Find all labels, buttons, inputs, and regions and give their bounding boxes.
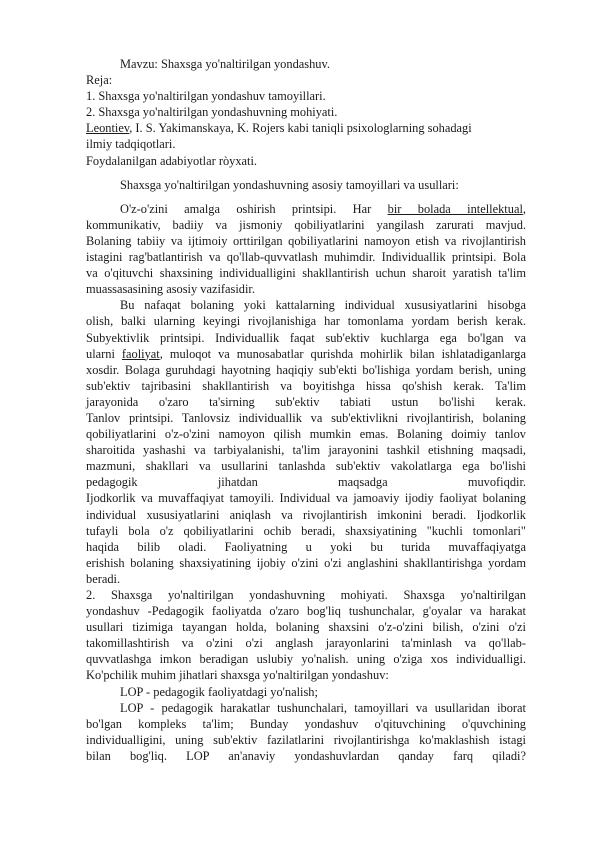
text-line: va o'qituvchi shaxsining individualligini shakllantirish uchun sharoit yaratish ta'lim bbox=[86, 266, 526, 281]
paragraph-essence bbox=[86, 587, 526, 684]
plan-item-2: 2. Shaxsga yo'naltirilgan yondashuvning mohiyati. bbox=[86, 105, 338, 120]
paragraph-individuality bbox=[86, 297, 526, 587]
text-line: individual xususiyatlarini aniqlash va rivojlantirish imkonini beradi. Ijodkorlik bbox=[86, 507, 526, 522]
text-line: kommunikativ, badiiy va jismoniy qobiliyatlarini yangilash zarurati mavjud. bbox=[86, 217, 526, 232]
text-line: takomillashtirish va o'zini o'zi anglash jarayonlarini ta'minlash va qo'llab- bbox=[86, 636, 526, 651]
paragraph-principles bbox=[86, 201, 526, 298]
text-line: jarayonida o'zaro ta'sirning sub'ektiv tabiati ustun bo'lishi kerak. bbox=[86, 394, 526, 409]
plan-item-1: 1. Shaxsga yo'naltirilgan yondashuv tamoyillari. bbox=[86, 89, 326, 104]
text-line: beradi. bbox=[86, 571, 121, 586]
text-line: Bu nafaqat bolaning yoki kattalarning individual xususiyatlarini hisobga bbox=[120, 298, 526, 313]
references-heading: Foydalanilgan adabiyotlar ròyxati. bbox=[86, 153, 258, 168]
text-line: Ko'pchilik muhim jihatlari shaxsga yo'naltirilgan yondashuv: bbox=[86, 668, 389, 683]
faoliyat-link[interactable]: faoliyat bbox=[121, 346, 160, 361]
text-line: individualligini, uning sub'ektiv fazilatlarini rivojlantirishga ko'maklashish istagi bbox=[86, 732, 526, 747]
text-line: LOP - pedagogik harakatlar tushunchalari, tamoyillari va usullaridan iborat bbox=[120, 700, 526, 715]
text-line: yondashuv -Pedagogik faoliyatda o'zaro bog'liq tushunchalar, g'oyalar va harakat bbox=[86, 604, 526, 619]
text-line: xosdir. Bolaga guruhdagi hayotning haqiqiy sub'ekti bo'lishiga yordam berish, uning bbox=[86, 362, 526, 377]
text-line: qobiliyatlarini o'z-o'zini namoyon qilish mumkin emas. Bolaning doimiy tanlov bbox=[86, 427, 526, 442]
text-line: sub'ektiv tajribasini shakllantirish va boyitishga hissa qo'shish kerak. Ta'lim bbox=[86, 378, 526, 393]
intellektual-link[interactable]: bir bolada intellektual bbox=[387, 201, 523, 216]
text-line: O'z-o'zini amalga oshirish printsipi. Har bir bolada intellektual, bbox=[120, 201, 526, 216]
plan-label: Reja: bbox=[86, 73, 113, 88]
text-line: olish, balki ularning keyingi rivojlanishiga har tomonlama yordam berish kerak. bbox=[86, 314, 526, 329]
text-line: Subyektivlik printsipi. Individuallik faqat sub'ektiv kuchlarga ega bo'lgan va bbox=[86, 330, 526, 345]
text-line: sharoitida yashashi va tarbiyalanishi, ta'lim jarayonini tashkil etishning maqsadi, bbox=[86, 443, 526, 458]
document-title: Mavzu: Shaxsga yo'naltirilgan yondashuv. bbox=[120, 57, 330, 71]
document-page bbox=[86, 56, 526, 764]
text-line: tufayli bola o'z qobiliyatlarini ochib beradi, shaxsiyatining "kuchli tomonlari" bbox=[86, 523, 526, 538]
text-line: haqida bilib oladi. Faoliyatning u yoki bu turida muvaffaqiyatga bbox=[86, 539, 526, 554]
text-line: istagini rag'batlantirish va qo'llab-quvvatlash muhimdir. Individuallik printsipi. Bola bbox=[86, 250, 526, 265]
section-heading: Shaxsga yo'naltirilgan yondashuvning asosiy tamoyillari va usullari: bbox=[120, 177, 459, 192]
text-line: 2. Shaxsga yo'naltirilgan yondashuvning mohiyati. Shaxsga yo'naltirilgan bbox=[86, 588, 526, 602]
text-line: pedagogik jihatdan maqsadga muvofiqdir. bbox=[86, 475, 526, 490]
plan-item-3-text: , I. S. Yakimanskaya, K. Rojers kabi taniqli psixologlarning sohadagi bbox=[129, 121, 472, 136]
text-line: mazmuni, shakllari va usullarini tanlashda sub'ektiv vakolatlarga ega bo'lishi bbox=[86, 459, 526, 474]
text-line: Bolaning tabiiy va ijtimoiy orttirilgan qobiliyatlarini namoyon etish va rivojlantirish bbox=[86, 233, 526, 248]
plan-item-3-continued: ilmiy tadqiqotlari. bbox=[86, 137, 176, 152]
text-line: LOP - pedagogik faoliyatdagi yo'nalish; bbox=[120, 684, 318, 699]
text-line: bo'lgan kompleks ta'lim; Bunday yondashuv o'qituvchining o'quvchining bbox=[86, 716, 526, 731]
plan-item-3 bbox=[86, 120, 526, 136]
text-line: ularni faoliyat, muloqot va munosabatlar qurishda mohirlik bilan ishlatadiganlarga bbox=[86, 346, 526, 361]
text-line: Ijodkorlik va muvaffaqiyat tamoyili. Individual va jamoaviy ijodiy faoliyat bolaning bbox=[86, 491, 526, 506]
text-line: muassasasining asosiy vazifasidir. bbox=[86, 282, 255, 297]
leontiev-link[interactable]: Leontiev bbox=[86, 121, 130, 136]
text-line: Tanlov printsipi. Tanlovsiz individuallik va sub'ektivlikni rivojlantirish, bolaning bbox=[86, 410, 526, 425]
paragraph-lop bbox=[86, 684, 526, 764]
text-line: bilan bog'liq. LOP an'anaviy yondashuvlardan qanday farq qiladi? bbox=[86, 748, 526, 763]
text-line: quvvatlashga imkon beradigan uslubiy yo'nalish. uning o'ziga xos individualligi. bbox=[86, 652, 526, 667]
text-line: erishish bolaning shaxsiyatining ijobiy o'zini o'zi anglashini shakllantirishga yordam bbox=[86, 555, 526, 570]
text-line: usullari tizimiga tayangan holda, bolaning shaxsini o'z-o'zini bilish, o'zini o'zi bbox=[86, 620, 526, 635]
